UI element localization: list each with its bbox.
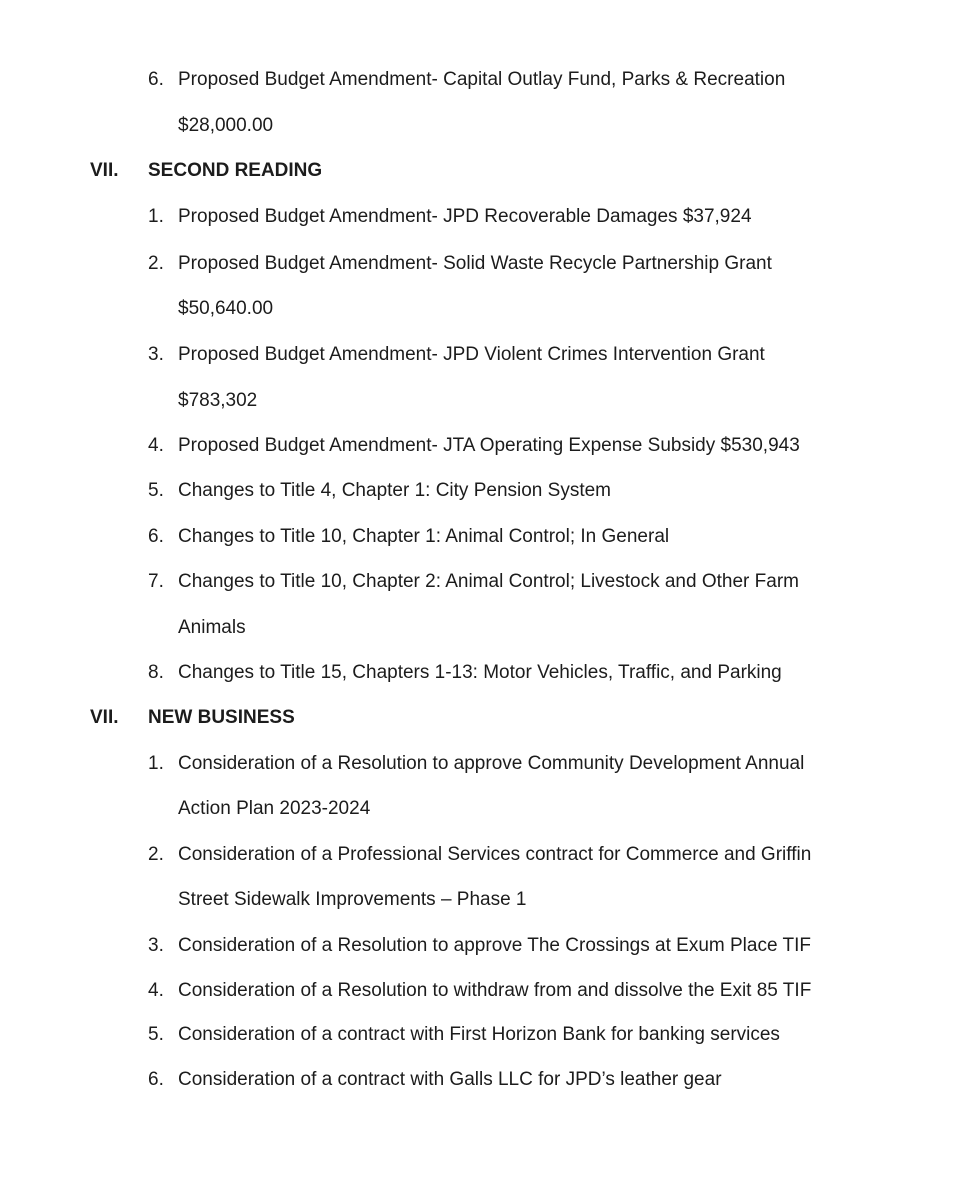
item-text: Proposed Budget Amendment- JPD Recoverable Damages $37,924 — [178, 206, 752, 227]
item-text: $28,000.00 — [178, 115, 274, 136]
item-number: 4. — [148, 435, 164, 456]
item-text: Changes to Title 15, Chapters 1-13: Motor Vehicles, Traffic, and Parking — [178, 662, 782, 683]
item-text: Consideration of a Resolution to approve Community Development Annual — [178, 753, 805, 774]
item-text: Animals — [178, 617, 246, 638]
item-text: Proposed Budget Amendment- Solid Waste Recycle Partnership Grant — [178, 253, 772, 274]
item-text: $783,302 — [178, 390, 258, 411]
item-text: Changes to Title 10, Chapter 1: Animal Control; In General — [178, 526, 670, 547]
item-number: 4. — [148, 980, 164, 1001]
item-text: Consideration of a Resolution to withdraw from and dissolve the Exit 85 TIF — [178, 980, 812, 1001]
section-title: SECOND READING — [148, 160, 323, 181]
item-text: Proposed Budget Amendment- JPD Violent Crimes Intervention Grant — [178, 344, 765, 365]
item-number: 1. — [148, 753, 164, 774]
item-text: Proposed Budget Amendment- Capital Outlay Fund, Parks & Recreation — [178, 69, 786, 90]
item-number: 8. — [148, 662, 164, 683]
item-number: 2. — [148, 844, 164, 865]
item-number: 5. — [148, 1024, 164, 1045]
item-number: 6. — [148, 69, 164, 90]
section-numeral: VII. — [90, 707, 119, 728]
item-number: 3. — [148, 344, 164, 365]
section-title: NEW BUSINESS — [148, 707, 295, 728]
item-text: Consideration of a Resolution to approve The Crossings at Exum Place TIF — [178, 935, 811, 956]
item-number: 5. — [148, 480, 164, 501]
item-number: 7. — [148, 571, 164, 592]
item-text: Consideration of a contract with First Horizon Bank for banking services — [178, 1024, 780, 1045]
item-number: 6. — [148, 526, 164, 547]
item-text: Changes to Title 4, Chapter 1: City Pension System — [178, 480, 611, 501]
item-text: Street Sidewalk Improvements – Phase 1 — [178, 889, 527, 910]
section-numeral: VII. — [90, 160, 119, 181]
item-text: Action Plan 2023-2024 — [178, 798, 371, 819]
item-text: Consideration of a contract with Galls LLC for JPD’s leather gear — [178, 1069, 722, 1090]
item-number: 6. — [148, 1069, 164, 1090]
item-text: $50,640.00 — [178, 298, 274, 319]
item-number: 2. — [148, 253, 164, 274]
item-text: Consideration of a Professional Services contract for Commerce and Griffin — [178, 844, 812, 865]
item-number: 1. — [148, 206, 164, 227]
item-text: Proposed Budget Amendment- JTA Operating Expense Subsidy $530,943 — [178, 435, 800, 456]
item-number: 3. — [148, 935, 164, 956]
item-text: Changes to Title 10, Chapter 2: Animal Control; Livestock and Other Farm — [178, 571, 799, 592]
